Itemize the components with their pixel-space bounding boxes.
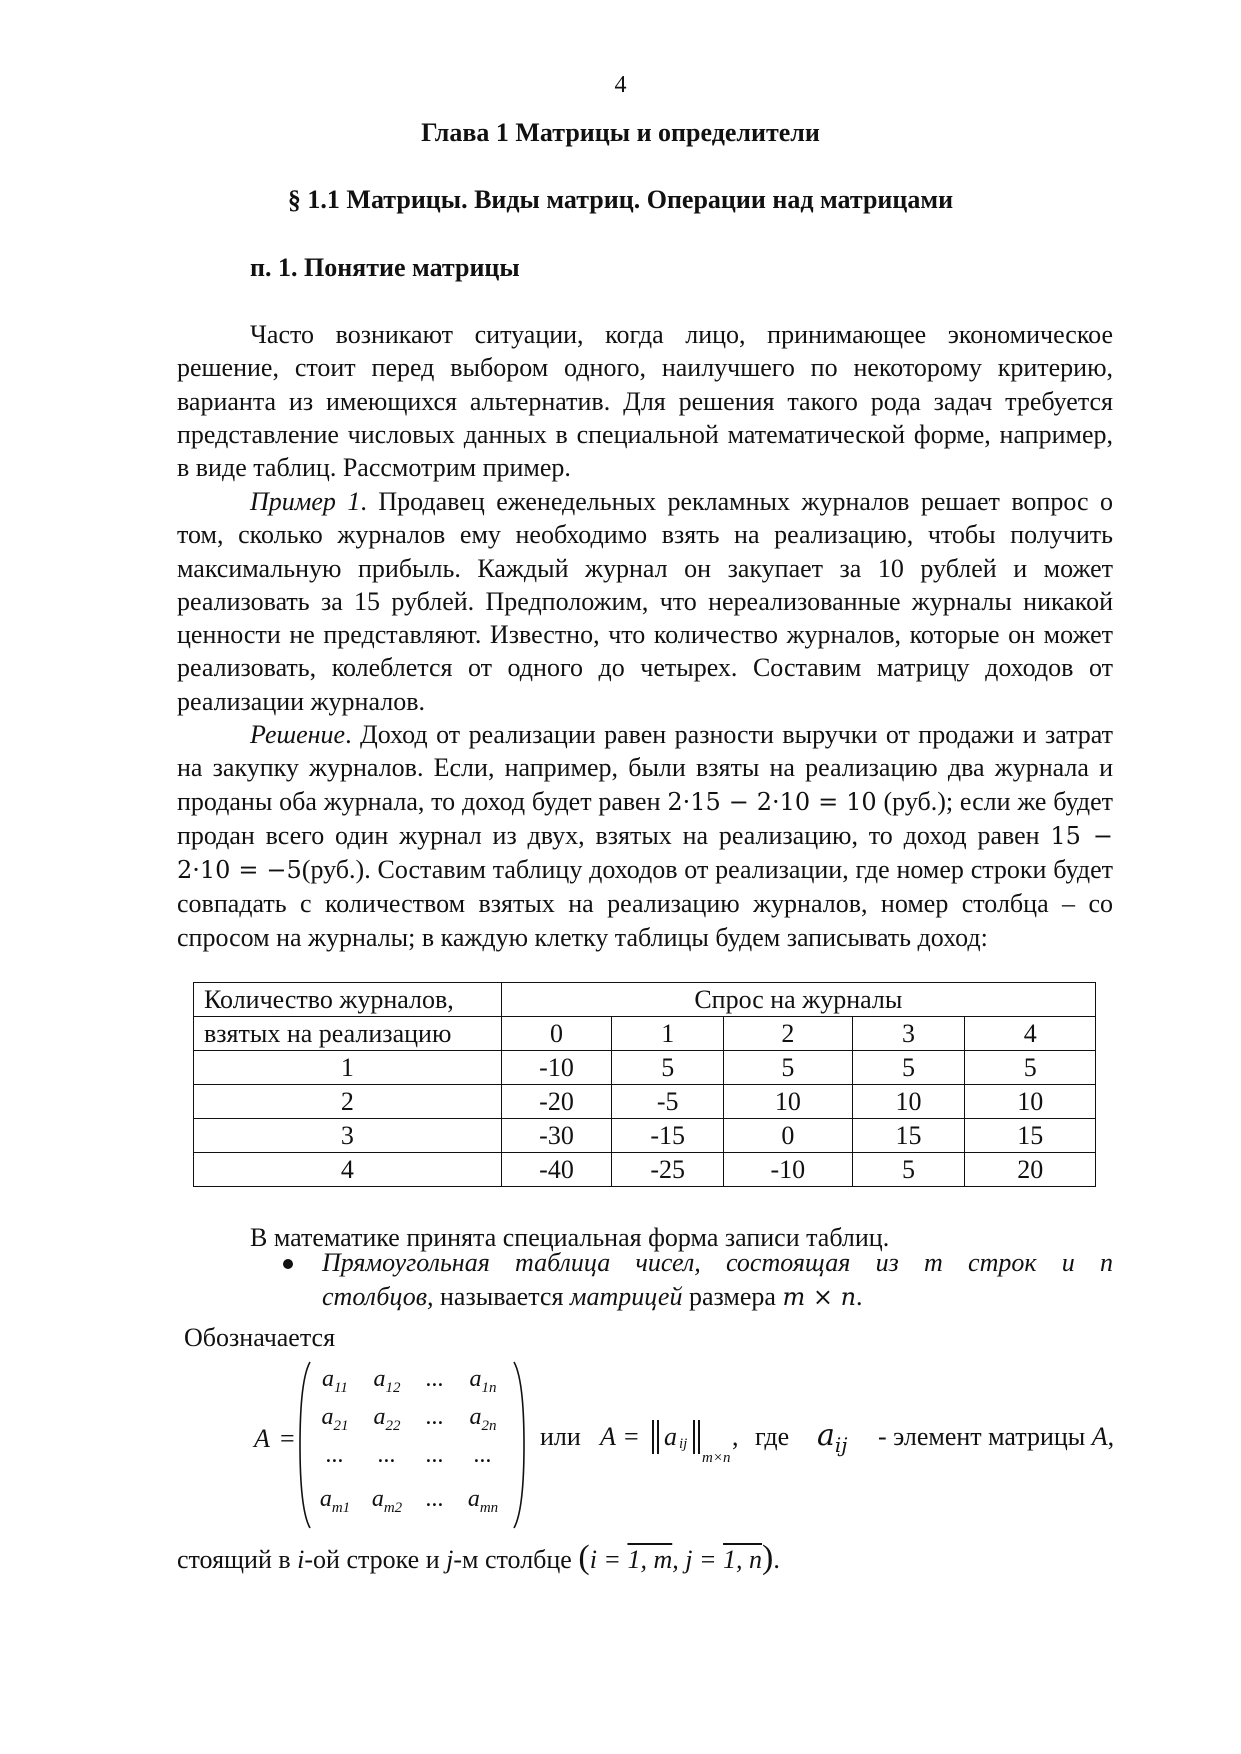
table-cell: -10 bbox=[724, 1153, 852, 1187]
solution-paragraph bbox=[177, 718, 1113, 954]
table-cell: 10 bbox=[724, 1085, 852, 1119]
col-header: 0 bbox=[501, 1017, 612, 1051]
table-cell: -15 bbox=[612, 1119, 724, 1153]
definition-size: m × n bbox=[782, 1283, 857, 1311]
matrix-cell: $a_{12}$ bbox=[373, 1366, 401, 1396]
definition-italic-b: строк и bbox=[968, 1248, 1075, 1277]
table-cell: -5 bbox=[612, 1085, 724, 1119]
after-table-text: В математике принята специальная форма записи таблиц. bbox=[250, 1223, 890, 1252]
row-header-line1: Количество журналов, bbox=[194, 983, 502, 1017]
norm-bar-icon bbox=[652, 1420, 654, 1454]
col-header: 1 bbox=[612, 1017, 724, 1051]
col-header: 4 bbox=[965, 1017, 1096, 1051]
table-cell: 15 bbox=[965, 1119, 1096, 1153]
table-subheader-row bbox=[194, 1017, 1096, 1051]
matrix-notation bbox=[250, 1360, 1130, 1530]
denoted-label: Обозначается bbox=[184, 1323, 336, 1352]
table-cell: 15 bbox=[852, 1119, 965, 1153]
matrix-cell: ... bbox=[426, 1442, 444, 1468]
norm-bar-icon bbox=[698, 1420, 700, 1454]
chapter-title: Глава 1 Матрицы и определители bbox=[421, 118, 820, 147]
matrix-cell: ... bbox=[426, 1366, 444, 1392]
element-description: - элемент матрицы A, bbox=[878, 1422, 1115, 1451]
matrix-cell: ... bbox=[378, 1442, 396, 1468]
norm-size: m×n bbox=[702, 1450, 731, 1466]
row-label: 4 bbox=[194, 1153, 502, 1187]
table-header-row bbox=[194, 983, 1096, 1017]
matrix-eq: = bbox=[280, 1424, 295, 1453]
definition-italic-a: Прямоугольная таблица чисел, состоящая из bbox=[322, 1248, 899, 1277]
intro-paragraph bbox=[177, 318, 1113, 484]
table-cell: 5 bbox=[724, 1051, 852, 1085]
definition-italic-c: столбцов, bbox=[322, 1282, 434, 1311]
matrix-cell: $a_{21}$ bbox=[321, 1404, 349, 1434]
norm-bar-icon bbox=[693, 1420, 695, 1454]
formula-income-one: 15 − 2·10 = −5 bbox=[177, 821, 1113, 885]
table-cell: -30 bbox=[501, 1119, 612, 1153]
table-cell: 10 bbox=[852, 1085, 965, 1119]
definition-m: m bbox=[924, 1248, 943, 1277]
or-word: или bbox=[540, 1422, 581, 1451]
matrix-cell: ... bbox=[474, 1442, 492, 1468]
matrix-cell: $a_{2n}$ bbox=[469, 1404, 497, 1434]
row-header-line2: взятых на реализацию bbox=[194, 1017, 502, 1051]
matrix-cell: ... bbox=[426, 1404, 444, 1430]
row-label: 1 bbox=[194, 1051, 502, 1085]
col-header: 2 bbox=[724, 1017, 852, 1051]
solution-text-a: . Доход от реализации равен разности выручки от продажи и затрат на закупку журналов. Если, например, были взяты на реализацию два журнала и проданы оба журнала, то доход будет равен bbox=[177, 720, 1113, 816]
norm-matrix-name: A bbox=[600, 1422, 616, 1451]
definition-plain-a: называется bbox=[433, 1282, 570, 1311]
bullet-icon bbox=[283, 1259, 293, 1269]
matrix-cell: $a_{mn}$ bbox=[467, 1486, 499, 1516]
table-cell: 20 bbox=[965, 1153, 1096, 1187]
table-row bbox=[194, 1085, 1096, 1119]
matrix-cell: $a_{m1}$ bbox=[319, 1486, 351, 1516]
table-cell: 5 bbox=[852, 1051, 965, 1085]
table-cell: -20 bbox=[501, 1085, 612, 1119]
definition-line2 bbox=[322, 1280, 1152, 1314]
element-symbol: $a_{ij}$ bbox=[817, 1418, 848, 1457]
matrix-cell: ... bbox=[326, 1442, 344, 1468]
example-paragraph bbox=[177, 485, 1113, 718]
matrix-name: A bbox=[254, 1424, 270, 1453]
table-row bbox=[194, 1119, 1096, 1153]
definition-plain-b: размера bbox=[682, 1282, 783, 1311]
solution-text-c: (руб.). Составим таблицу доходов от реализации, где номер строки будет совпадать с количеством взятых на реализацию журналов, номер столбца – со спросом на журналы; в каждую клетку таблицы будем записывать доход: bbox=[177, 855, 1114, 952]
solution-text-b: (руб.); если же будет продан всего один журнал из двух, взятых на реализацию, то доход равен bbox=[177, 786, 1114, 850]
table-cell: 5 bbox=[612, 1051, 724, 1085]
where-word: где bbox=[755, 1422, 790, 1451]
right-paren-icon bbox=[512, 1360, 526, 1530]
element-position-line: стоящий в i-ой строке и j-м столбце (i = 1, m, j = 1, n). bbox=[177, 1539, 780, 1576]
matrix-cell: ... bbox=[426, 1486, 444, 1512]
table-cell: 10 bbox=[965, 1085, 1096, 1119]
norm-element: a bbox=[664, 1422, 677, 1451]
table-cell: -10 bbox=[501, 1051, 612, 1085]
row-label: 2 bbox=[194, 1085, 502, 1119]
table-row bbox=[194, 1051, 1096, 1085]
norm-element-index: ij bbox=[679, 1436, 688, 1452]
subsection-title: п. 1. Понятие матрицы bbox=[250, 253, 520, 282]
intro-text: Часто возникают ситуации, когда лицо, принимающее экономическое решение, стоит перед выбором одного, наилучшего по некоторому критерию, варианта из имеющихся альтернатив. Для решения такого рода задач требуется представление числовых данных в специальной математической форме, например, в виде таблиц. Рассмотрим пример. bbox=[177, 320, 1113, 483]
definition-n: n bbox=[1100, 1248, 1114, 1277]
matrix-cell: $a_{m2}$ bbox=[371, 1486, 403, 1516]
col-header: 3 bbox=[852, 1017, 965, 1051]
matrix-cell: $a_{22}$ bbox=[373, 1404, 401, 1434]
table-cell: 0 bbox=[724, 1119, 852, 1153]
definition-italic-d: матрицей bbox=[569, 1282, 683, 1311]
example-label: Пример 1 bbox=[250, 487, 361, 516]
example-text: . Продавец еженедельных рекламных журналов решает вопрос о том, сколько журналов ему необходимо взять на реализацию, чтобы получить максимальную прибыль. Каждый журнал он закупает за 10 рублей и может реализовать за 15 рублей. Предположим, что нереализованные журналы никакой ценности не представляют. Известно, что количество журналов, которые он может реализовать, колеблется от одного до четырех. Составим матрицу доходов от реализации журналов. bbox=[177, 487, 1113, 716]
right-paren-icon: ) bbox=[762, 1539, 774, 1576]
matrix-cell: $a_{11}$ bbox=[322, 1366, 348, 1396]
income-table bbox=[193, 982, 1096, 1187]
col-group-header: Спрос на журналы bbox=[501, 983, 1095, 1017]
table-row bbox=[194, 1153, 1096, 1187]
table-cell: 5 bbox=[965, 1051, 1096, 1085]
page-number: 4 bbox=[614, 72, 627, 98]
formula-income-two: 2·15 − 2·10 = 10 bbox=[667, 787, 877, 816]
norm-bar-icon bbox=[657, 1420, 659, 1454]
matrix-cell: $a_{1n}$ bbox=[469, 1366, 497, 1396]
definition-end: . bbox=[856, 1282, 863, 1311]
table-cell: -40 bbox=[501, 1153, 612, 1187]
section-title: § 1.1 Матрицы. Виды матриц. Операции над матрицами bbox=[287, 185, 954, 214]
left-paren-icon: ( bbox=[578, 1539, 590, 1576]
norm-eq: = bbox=[624, 1422, 639, 1451]
solution-label: Решение bbox=[250, 720, 346, 749]
table-cell: 5 bbox=[852, 1153, 965, 1187]
definition-line1 bbox=[322, 1246, 1113, 1280]
row-label: 3 bbox=[194, 1119, 502, 1153]
table-cell: -25 bbox=[612, 1153, 724, 1187]
norm-comma: , bbox=[732, 1422, 739, 1451]
